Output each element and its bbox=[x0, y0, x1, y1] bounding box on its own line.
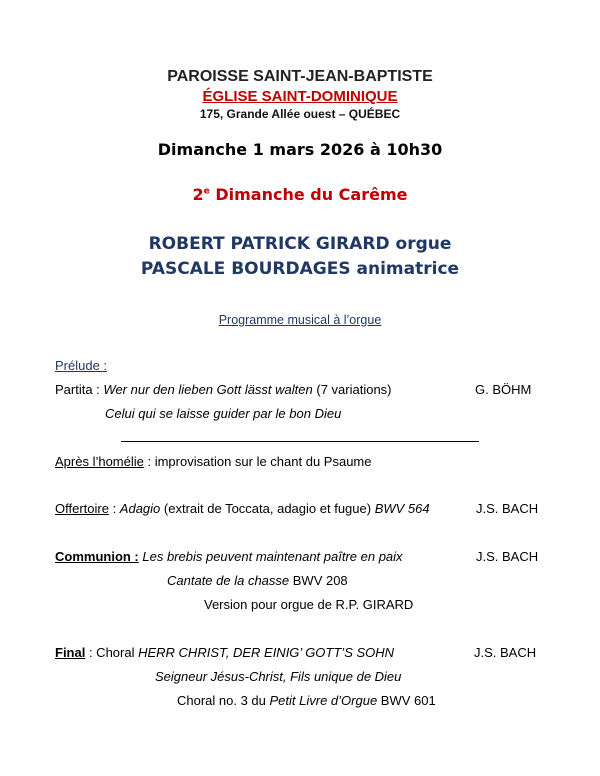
prelude-heading bbox=[55, 358, 107, 373]
cantata-title: Cantate de la chasse bbox=[167, 573, 290, 588]
communion-cantata bbox=[167, 573, 348, 588]
offertory-line bbox=[55, 501, 430, 516]
offertory-sep: : bbox=[108, 501, 120, 516]
program-title: Programme musical à l’orgue bbox=[218, 313, 382, 327]
final-title: HERR CHRIST, DER EINIG’ GOTT’S SOHN bbox=[138, 645, 395, 660]
sunday-sup: e bbox=[203, 186, 210, 197]
offertory-bwv: BWV 564 bbox=[374, 501, 430, 516]
final-label: Final bbox=[55, 645, 86, 660]
liturgical-sunday bbox=[0, 185, 600, 204]
communion-title: Les brebis peuvent maintenant paître en paix bbox=[138, 549, 403, 564]
sunday-number: 2 bbox=[192, 185, 204, 204]
choral-bwv: BWV 601 bbox=[377, 693, 436, 708]
final-composer: J.S. BACH bbox=[474, 645, 537, 660]
prelude-label: Prélude : bbox=[55, 358, 108, 373]
prelude-line bbox=[55, 382, 392, 397]
communion-label: Communion : bbox=[55, 549, 139, 564]
prelude-detail: (7 variations) bbox=[312, 382, 392, 397]
final-line bbox=[55, 645, 394, 660]
offertory-detail: (extrait de Toccata, adagio et fugue) bbox=[160, 501, 375, 516]
after-homily-line bbox=[55, 454, 371, 469]
final-prefix: : Choral bbox=[85, 645, 139, 660]
prelude-title: Wer nur den lieben Gott lässt walten bbox=[103, 382, 313, 397]
service-date: Dimanche 1 mars 2026 à 10h30 bbox=[157, 140, 443, 159]
program-title-wrap bbox=[0, 311, 600, 329]
offertory-title: Adagio bbox=[119, 501, 161, 516]
after-homily-label: Après l’homélie bbox=[55, 454, 144, 469]
church-name-wrap bbox=[0, 88, 600, 106]
final-choral bbox=[177, 693, 436, 708]
church-name: ÉGLISE SAINT-DOMINIQUE bbox=[202, 88, 398, 105]
performer-organist bbox=[0, 234, 600, 254]
performer-name: PASCALE BOURDAGES bbox=[140, 259, 351, 279]
prelude-translation: Celui qui se laisse guider par le bon Dieu bbox=[105, 406, 342, 421]
separator-line bbox=[121, 441, 479, 442]
final-translation: Seigneur Jésus-Christ, Fils unique de Dieu bbox=[155, 669, 402, 684]
prelude-composer: G. BÖHM bbox=[475, 382, 532, 397]
church-address: 175, Grande Allée ouest – QUÉBEC bbox=[199, 107, 401, 121]
choral-book: Petit Livre d’Orgue bbox=[269, 693, 378, 708]
performer-animator bbox=[0, 259, 600, 279]
cantata-bwv: BWV 208 bbox=[289, 573, 348, 588]
offertory-label: Offertoire bbox=[55, 501, 109, 516]
after-homily-text: : improvisation sur le chant du Psaume bbox=[143, 454, 372, 469]
communion-version: Version pour orgue de R.P. GIRARD bbox=[204, 597, 414, 612]
prelude-prefix: Partita : bbox=[55, 382, 104, 397]
choral-prefix: Choral no. 3 du bbox=[177, 693, 270, 708]
parish-name: PAROISSE SAINT-JEAN-BAPTISTE bbox=[167, 68, 433, 85]
sunday-rest: Dimanche du Carême bbox=[209, 185, 408, 204]
offertory-composer: J.S. BACH bbox=[476, 501, 539, 516]
performer-name: ROBERT PATRICK GIRARD bbox=[148, 234, 390, 254]
performer-role: orgue bbox=[389, 234, 452, 254]
performer-role: animatrice bbox=[350, 259, 460, 279]
communion-composer: J.S. BACH bbox=[476, 549, 539, 564]
communion-line bbox=[55, 549, 403, 564]
